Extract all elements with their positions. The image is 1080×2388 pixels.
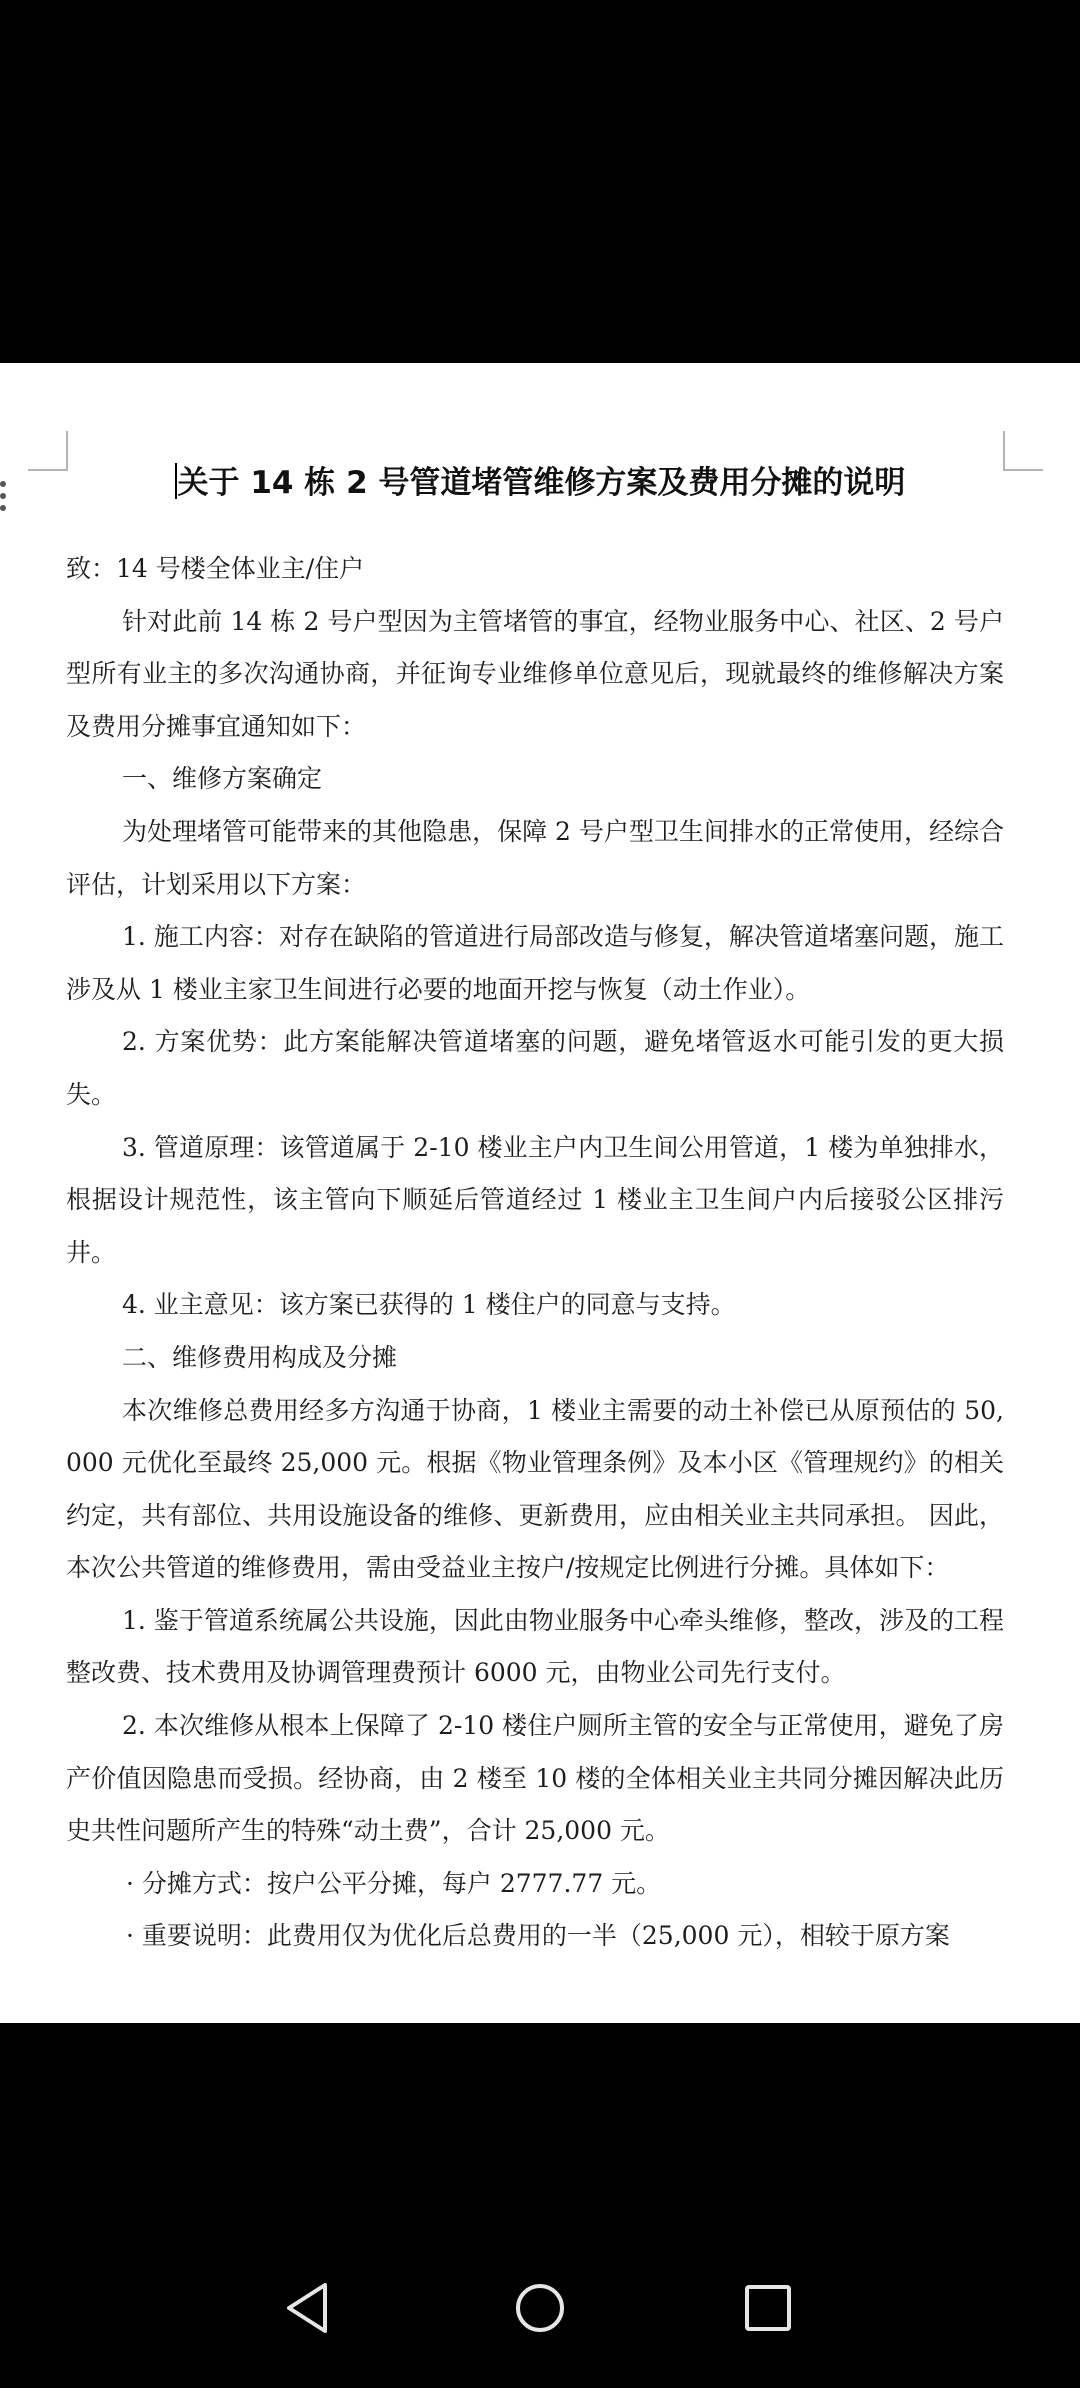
plan-item-2: 2. 方案优势：此方案能解决管道堵塞的问题，避免堵管返水可能引发的更大损失。 [66, 1027, 1004, 1109]
text-cursor [175, 463, 177, 499]
plan-paragraph: 为处理堵管可能带来的其他隐患，保障 2 号户型卫生间排水的正常使用，经综合评估，计划采用以下方案： [66, 816, 1004, 899]
section-heading-cost: 二、维修费用构成及分摊 [122, 1342, 398, 1372]
document-title-line [0, 463, 1080, 503]
plan-item-4: 4. 业主意见：该方案已获得的 1 楼住户的同意与支持。 [122, 1290, 736, 1320]
cost-bullet-method: · 分摊方式：按户公平分摊，每户 2777.77 元。 [126, 1868, 662, 1898]
home-circle-icon[interactable] [505, 2273, 575, 2343]
document-page[interactable] [0, 363, 1080, 2023]
recipient-line: 致：14 号楼全体业主/住户 [66, 554, 365, 583]
back-triangle-icon[interactable] [275, 2273, 345, 2343]
section-heading-plan: 一、维修方案确定 [122, 764, 323, 794]
cost-paragraph: 本次维修总费用经多方沟通于协商，1 楼业主需要的动土补偿已从原预估的 50,000 元优化至最终 25,000 元。根据《物业管理条例》及本小区《管理规约》的相关约定，共有部位、共用设施设备的维修、更新费用，应由相关业主共同承担。 因此，本次公共管道的维修费用，需由受益业主按户/按规定比例进行分摊。具体如下： [66, 1395, 1004, 1583]
document-body[interactable] [66, 543, 1004, 1963]
cost-item-1: 1. 鉴于管道系统属公共设施，因此由物业服务中心牵头维修，整改，涉及的工程整改费、技术费用及协调管理费预计 6000 元，由物业公司先行支付。 [66, 1605, 1004, 1688]
intro-paragraph: 针对此前 14 栋 2 号户型因为主管堵管的事宜，经物业服务中心、社区、2 号户型所有业主的多次沟通协商，并征询专业维修单位意见后，现就最终的维修解决方案及费用分摊事宜通知如下： [66, 606, 1004, 741]
document-title: 关于 14 栋 2 号管道堵管维修方案及费用分摊的说明 [177, 465, 906, 501]
plan-item-3: 3. 管道原理：该管道属于 2-10 楼业主户内卫生间公用管道，1 楼为单独排水，根据设计规范性，该主管向下顺延后管道经过 1 楼业主卫生间户内后接驳公区排污井。 [66, 1132, 1004, 1267]
plan-item-1: 1. 施工内容：对存在缺陷的管道进行局部改造与修复，解决管道堵塞问题，施工涉及从 1 楼业主家卫生间进行必要的地面开挖与恢复（动土作业）。 [66, 922, 1004, 1004]
cost-bullet-note: · 重要说明：此费用仅为优化后总费用的一半（25,000 元），相较于原方案 [126, 1921, 950, 1951]
recent-square-icon[interactable] [733, 2273, 803, 2343]
system-navigation-bar [0, 2023, 1080, 2388]
cost-item-2: 2. 本次维修从根本上保障了 2-10 楼住户厕所主管的安全与正常使用，避免了房产价值因隐患而受损。经协商，由 2 楼至 10 楼的全体相关业主共同分摊因解决此历史共性问题所产生的特殊“动土费”，合计 25,000 元。 [66, 1711, 1004, 1846]
